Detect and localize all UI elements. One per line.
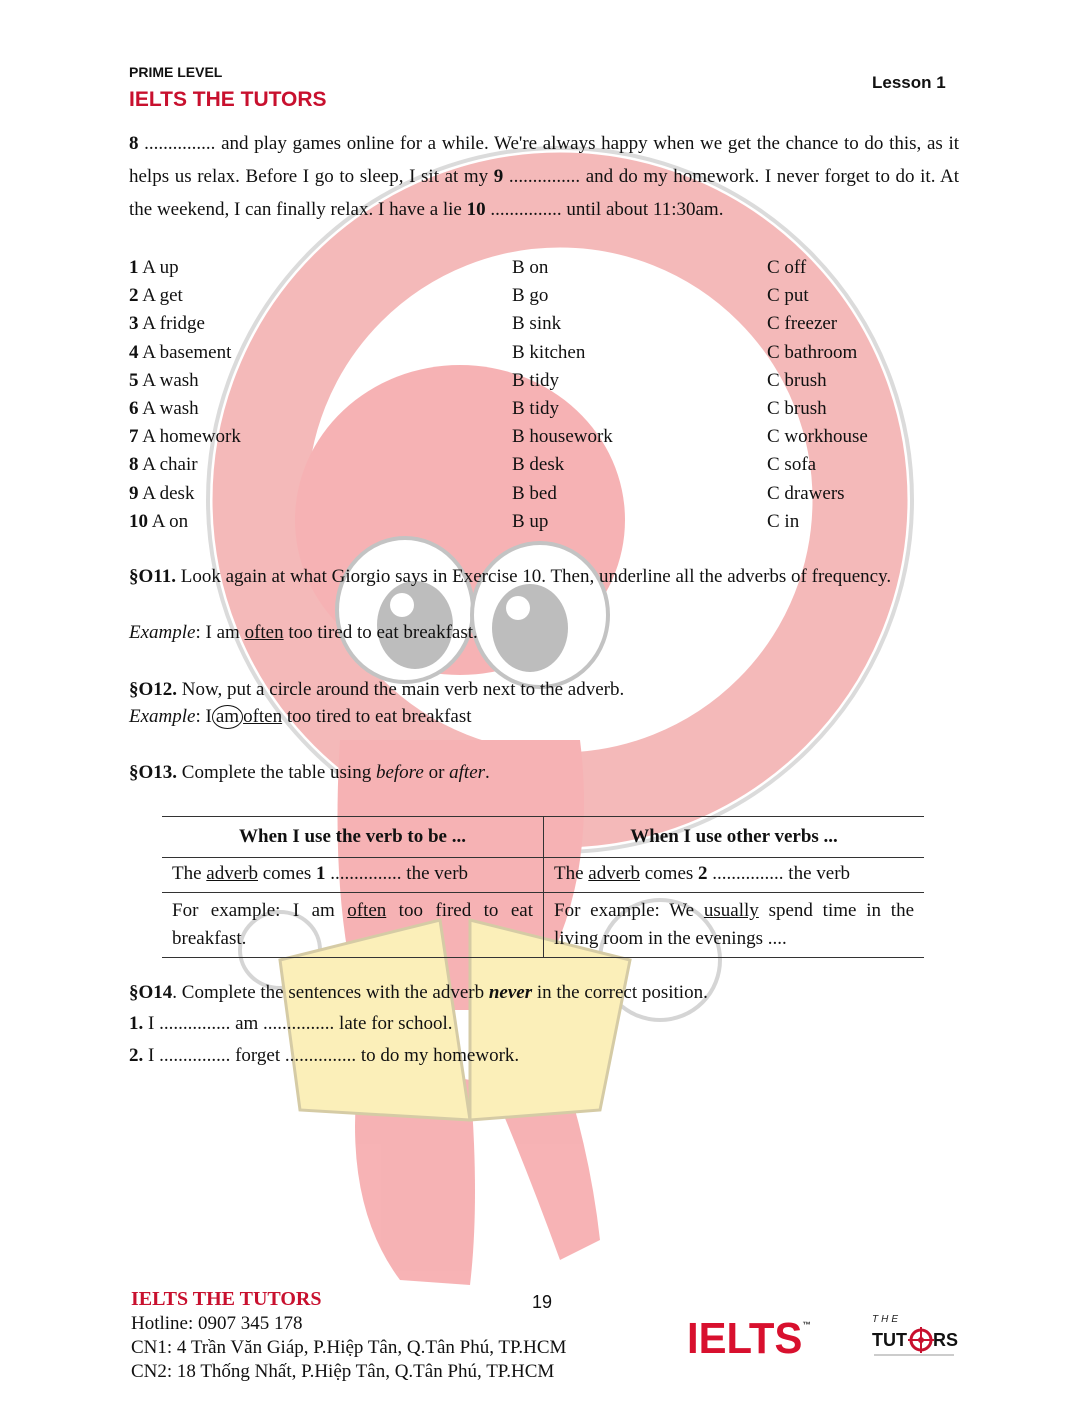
- exercise-12-text: Now, put a circle around the main verb next to the adverb.: [177, 679, 625, 700]
- choice-row: [129, 451, 959, 479]
- tutors-logo-top: THE: [872, 1314, 901, 1325]
- choice-c: C bathroom: [767, 341, 858, 363]
- choice-number: 9: [129, 482, 139, 504]
- choice-b: B sink: [512, 313, 562, 335]
- choice-a: A desk: [138, 482, 195, 504]
- sentence-2: 2. I ............... forget ............... to do my homework.: [129, 1045, 520, 1066]
- choice-row: [129, 282, 959, 310]
- table-row: [162, 858, 924, 893]
- exercise-14-label: §O14: [129, 982, 173, 1003]
- choice-row: [129, 423, 959, 451]
- choice-c: C workhouse: [767, 426, 868, 448]
- passage-text-3: ............... until about 11:30am.: [485, 199, 724, 220]
- footer-address-1: CN1: 4 Trần Văn Giáp, P.Hiệp Tân, Q.Tân Phú, TP.HCM: [131, 1337, 567, 1358]
- choice-a: A basement: [138, 341, 232, 363]
- exercise-12-example: Example: I am often too tired to eat breakfast: [129, 706, 472, 727]
- passage-paragraph: [129, 127, 959, 226]
- sentence-1: 1. I ............... am ............... late for school.: [129, 1013, 453, 1034]
- table-header-row: [162, 817, 924, 858]
- exercise-13-label: §O13.: [129, 762, 178, 783]
- exercise-12: [129, 676, 959, 704]
- page-number: 19: [532, 1292, 553, 1312]
- table-cell: The adverb comes 2 ............... the verb: [544, 858, 925, 893]
- circled-verb: am: [212, 705, 243, 729]
- choice-row: [129, 310, 959, 338]
- choice-c: C put: [767, 285, 809, 307]
- choice-row: [129, 480, 959, 508]
- exercise-13: §O13. Complete the table using before or after.: [129, 762, 490, 783]
- gap-number-8: 8: [129, 133, 139, 154]
- choice-number: 6: [129, 397, 139, 419]
- exercise-11-label: §O11.: [129, 566, 176, 587]
- tutors-target-logo: [870, 1310, 960, 1360]
- lesson-label: Lesson 1: [872, 73, 946, 92]
- choice-b: B up: [512, 510, 549, 532]
- choice-number: 3: [129, 313, 139, 335]
- choice-a: A on: [148, 510, 189, 532]
- choice-a: A get: [138, 285, 183, 307]
- underlined-adverb: often: [244, 622, 284, 643]
- choice-number: 8: [129, 454, 139, 476]
- exercise-12-label: §O12.: [129, 679, 178, 700]
- passage-text-1: ............... and play games online for a while. We're always happy when we get the chance to do this, as it helps us relax. Before I go to sleep, I sit at my: [129, 133, 959, 187]
- choice-list: [129, 254, 959, 536]
- table-cell: The adverb comes 1 ............... the verb: [162, 858, 544, 893]
- ielts-logo: IELTS™: [687, 1314, 811, 1363]
- adverb-position-table: [162, 816, 924, 958]
- exercise-11-text: Look again at what Giorgio says in Exercise 10. Then, underline all the adverbs of frequency.: [175, 566, 892, 587]
- choice-number: 10: [129, 510, 148, 532]
- exercise-11: [129, 563, 959, 591]
- choice-c: C sofa: [767, 454, 817, 476]
- brand-title: IELTS THE TUTORS: [129, 88, 327, 111]
- footer-hotline: Hotline: 0907 345 178: [131, 1313, 303, 1334]
- footer-brand: IELTS THE TUTORS: [131, 1288, 322, 1310]
- choice-a: A chair: [138, 454, 198, 476]
- choice-c: C freezer: [767, 313, 838, 335]
- tutors-logo-main: TUT: [872, 1330, 907, 1350]
- choice-c: C brush: [767, 369, 827, 391]
- choice-number: 5: [129, 369, 139, 391]
- choice-b: B tidy: [512, 397, 559, 419]
- choice-c: C off: [767, 257, 807, 278]
- choice-row: [129, 254, 959, 282]
- choice-c: C drawers: [767, 482, 845, 504]
- choice-row: [129, 339, 959, 367]
- choice-b: B bed: [512, 482, 557, 504]
- table-row: [162, 893, 924, 958]
- choice-c: C in: [767, 510, 800, 532]
- choice-number: 4: [129, 341, 139, 363]
- choice-row: [129, 508, 959, 536]
- footer-address-2: CN2: 18 Thống Nhất, P.Hiệp Tân, Q.Tân Phú, TP.HCM: [131, 1361, 555, 1382]
- choice-number: 2: [129, 285, 139, 307]
- choice-number: 1: [129, 257, 139, 278]
- choice-number: 7: [129, 426, 139, 448]
- choice-a: A up: [138, 257, 179, 278]
- gap-number-10: 10: [466, 199, 486, 220]
- table-cell: For example: We usually spend time in the living room in the evenings ....: [544, 893, 925, 958]
- choice-row: [129, 367, 959, 395]
- table-cell: For example: I am often too fired to eat breakfast.: [162, 893, 544, 958]
- example-label: Example: [129, 706, 196, 727]
- table-header-cell: When I use other verbs ...: [544, 817, 925, 858]
- underlined-adverb: often: [243, 706, 283, 727]
- choice-a: A homework: [138, 426, 241, 448]
- level-label: PRIME LEVEL: [129, 64, 223, 80]
- choice-b: B on: [512, 257, 549, 278]
- choice-row: [129, 395, 959, 423]
- passage-text-2: ............... and do my homework. I never forget to do it. At the weekend, I can finally relax. I have a lie: [129, 166, 959, 220]
- table-header-cell: When I use the verb to be ...: [162, 817, 544, 858]
- choice-b: B tidy: [512, 369, 559, 391]
- choice-b: B desk: [512, 454, 565, 476]
- choice-a: A wash: [138, 369, 199, 391]
- gap-number-9: 9: [493, 166, 504, 187]
- exercise-11-example: Example: I am often too tired to eat breakfast.: [129, 622, 478, 643]
- example-label: Example: [129, 622, 196, 643]
- exercise-14: §O14. Complete the sentences with the adverb never in the correct position.: [129, 982, 708, 1003]
- choice-b: B housework: [512, 426, 613, 448]
- choice-a: A wash: [138, 397, 199, 419]
- choice-c: C brush: [767, 397, 827, 419]
- choice-b: B go: [512, 285, 549, 307]
- tutors-logo-end: RS: [933, 1330, 959, 1350]
- choice-a: A fridge: [138, 313, 205, 335]
- choice-b: B kitchen: [512, 341, 586, 363]
